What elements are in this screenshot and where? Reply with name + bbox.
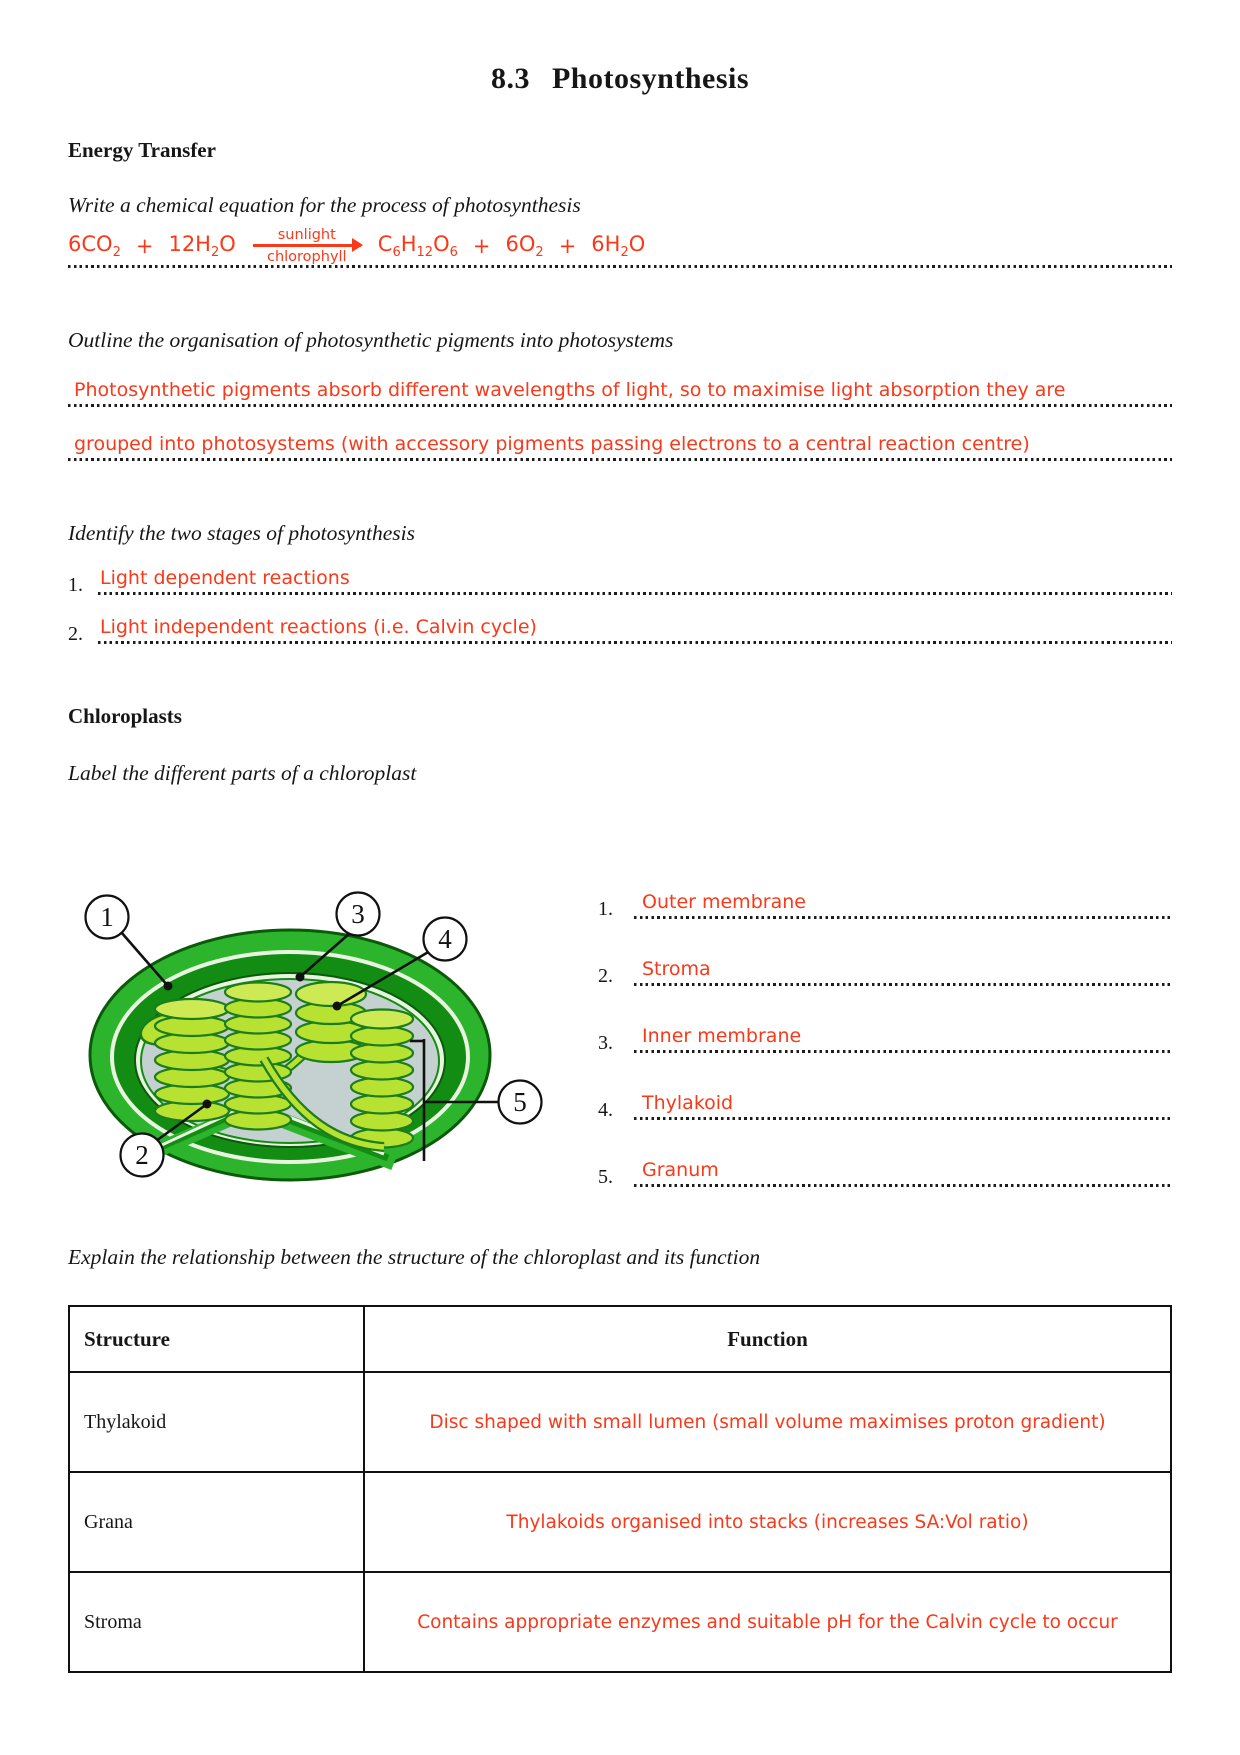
stage-item-2 [68, 616, 1172, 644]
dotted-answer-line [634, 1117, 1172, 1120]
structure-cell: Stroma [69, 1572, 364, 1672]
handwritten-answer: Light dependent reactions [100, 567, 350, 589]
reaction-arrow [253, 228, 361, 265]
list-number: 3. [598, 1032, 613, 1054]
structure-cell: Thylakoid [69, 1372, 364, 1472]
handwritten-answer: Inner membrane [642, 1025, 802, 1047]
dotted-answer-line [634, 1184, 1172, 1187]
arrow-shaft [253, 244, 361, 247]
list-number: 1. [598, 898, 613, 920]
structure-cell: Grana [69, 1472, 364, 1572]
equation-term: + [135, 234, 154, 258]
arrow-label-chlorophyll: chlorophyll [266, 248, 347, 265]
prompt-two-stages: Identify the two stages of photosynthesis [68, 521, 415, 545]
equation-term: $12H_2O$ [168, 231, 236, 261]
prompt-structure-function: Explain the relationship between the structure of the chloroplast and its function [68, 1245, 761, 1269]
label-answer [634, 1092, 1172, 1120]
dotted-answer-line [634, 1050, 1172, 1053]
callout-number-2: 2 [135, 1140, 149, 1170]
stage-item-1 [68, 567, 1172, 595]
dotted-answer-line [98, 592, 1172, 595]
equation-term: $6CO_2$ [68, 231, 121, 261]
handwritten-answer: Granum [642, 1159, 719, 1181]
function-cell: Contains appropriate enzymes and suitable pH for the Calvin cycle to occur [364, 1572, 1171, 1672]
dotted-answer-line [68, 458, 1172, 461]
callout-number-1: 1 [100, 902, 114, 932]
label-answer [634, 1159, 1172, 1187]
label-item-5 [598, 1159, 1172, 1187]
function-cell: Thylakoids organised into stacks (increases SA:Vol ratio) [364, 1472, 1171, 1572]
photosystems-answer-line-2 [68, 433, 1172, 461]
handwritten-answer: Thylakoid [642, 1092, 734, 1114]
equation-term: $6H_2O$ [591, 231, 646, 261]
chloroplast-diagram-row [68, 889, 1172, 1189]
photosystems-answer-line-1 [68, 379, 1172, 407]
function-cell: Disc shaped with small lumen (small volume maximises proton gradient) [364, 1372, 1171, 1472]
structure-function-table [68, 1305, 1172, 1673]
list-number: 1. [68, 574, 83, 596]
dotted-answer-line [634, 983, 1172, 986]
equation-term: $C_6H_{12}O_6$ [377, 231, 458, 261]
label-item-1 [598, 891, 1172, 919]
page-title [68, 62, 1172, 96]
prompt-photosystems: Outline the organisation of photosynthetic pigments into photosystems [68, 328, 674, 352]
handwritten-answer: Light independent reactions (i.e. Calvin cycle) [100, 616, 537, 638]
title-number: 8.3 [490, 62, 530, 95]
title-word: Photosynthesis [551, 62, 750, 95]
handwritten-answer: Stroma [642, 958, 711, 980]
table-row [69, 1572, 1171, 1672]
list-number: 2. [598, 965, 613, 987]
equation-term: + [472, 234, 491, 258]
table-header-row [69, 1306, 1171, 1372]
dotted-answer-line [68, 404, 1172, 407]
label-answer [634, 958, 1172, 986]
section-heading-energy-transfer: Energy Transfer [68, 138, 216, 162]
header-function: Function [364, 1306, 1171, 1372]
label-answer [634, 891, 1172, 919]
prompt-label-chloroplast: Label the different parts of a chloroplast [68, 761, 417, 785]
table-row [69, 1472, 1171, 1572]
chloroplast-labels-panel [598, 889, 1172, 1189]
label-answer [634, 1025, 1172, 1053]
chloroplast-diagram [68, 889, 548, 1189]
handwritten-answer: grouped into photosystems (with accessory pigments passing electrons to a central reaction centre) [74, 433, 1030, 455]
list-number: 5. [598, 1166, 613, 1188]
callout-number-5: 5 [513, 1087, 527, 1117]
dotted-answer-line [634, 916, 1172, 919]
callout-number-4: 4 [438, 924, 452, 954]
stage-answer [98, 616, 1172, 644]
dotted-answer-line [68, 265, 1172, 268]
list-number: 4. [598, 1099, 613, 1121]
label-item-4 [598, 1092, 1172, 1120]
section-heading-chloroplasts: Chloroplasts [68, 704, 182, 728]
equation-term: $6O_2$ [505, 231, 544, 261]
dotted-answer-line [98, 641, 1172, 644]
handwritten-answer: Photosynthetic pigments absorb different wavelengths of light, so to maximise light absorption they are [74, 379, 1066, 401]
equation-term: + [558, 234, 577, 258]
list-number: 2. [68, 623, 83, 645]
granum-stack-middle [225, 983, 291, 1130]
handwritten-answer: Outer membrane [642, 891, 806, 913]
header-structure: Structure [69, 1306, 364, 1372]
label-item-3 [598, 1025, 1172, 1053]
table-row [69, 1372, 1171, 1472]
prompt-chemical-equation: Write a chemical equation for the process of photosynthesis [68, 193, 581, 217]
callout-number-3: 3 [351, 899, 365, 929]
label-item-2 [598, 958, 1172, 986]
arrow-label-sunlight: sunlight [277, 226, 336, 243]
stage-answer [98, 567, 1172, 595]
